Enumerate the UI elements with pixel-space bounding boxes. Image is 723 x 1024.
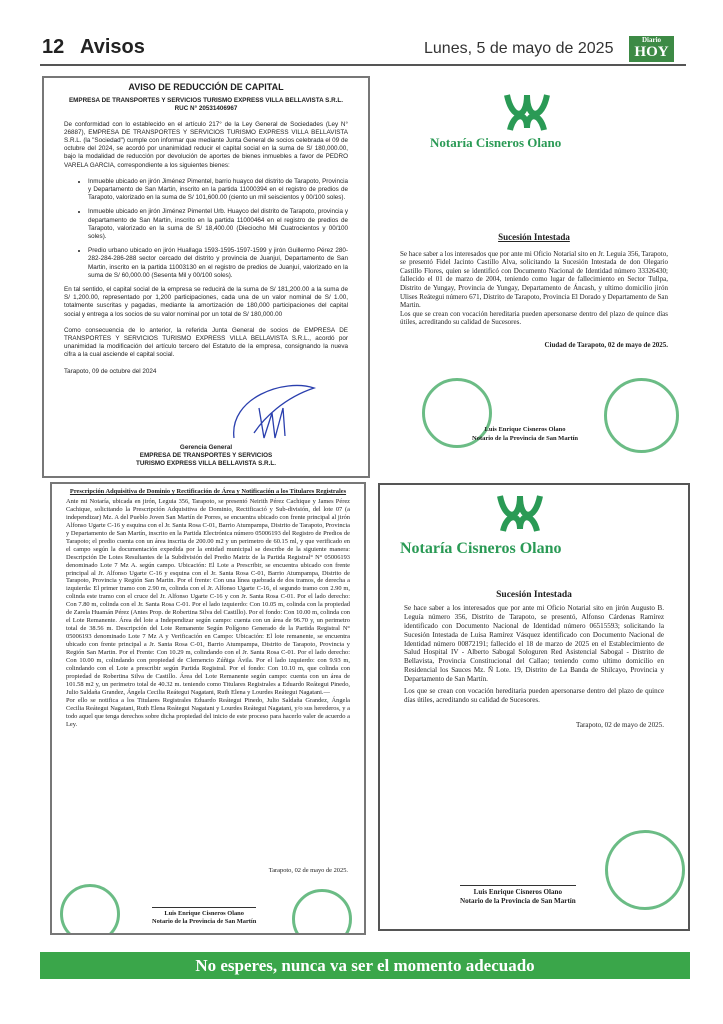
notary-signer: Luis Enrique Cisneros Olano bbox=[473, 888, 563, 896]
notice-paragraph: Ante mi Notaría, ubicada en jirón, Leguia 356, Tarapoto, se presentó Neirith Pérez Cachique y James Pérez Cachique, solicitando la Prescripción Adquisitiva de Dominio, Rectificació y Sub-división, del lote 07 (a independizar) Mz. A del Pueblo Joven San Martín de Porres, se encuentra ubicado con frente principal al jirón Alfonso Ugarte C-16 y esquina con el Jr. Santa Rosa C-01, Barrio Atumpampa, Distrito de Tarapoto, Provincia y Departamento de San Martín, inscrito en la Partida Electrónica número 05006193 del Registro de Predios de Tarapoto; el predio cuenta con un área inscrita de 200.00 m2 y un perimetro de 60.15 ml, y que verificado en el campo según la documentación expedida por la entidad municipal se describe de la siguiente manera: Descripción De Lotes Resultantes de la Subdivisión del Predio Matriz de la Partida Registral° N° 05006193 denominado Lote 7 Mz A. según campo. Ubicación: El Lote a Prescribir, se encuentra ubicado con frente principal al Jr. Alfonso Ugarte C-16 y esquina con el Jr. Santa Rosa C-01, Barrio Atumpampa, Distrito de Tarapoto, Provincia y Región San Martin. Por el frente: Con una línea quebrada de dos tramos, de derecha a izquierda: El primer tramo con 2.90 m, colinda con el Jr. Alfonso Ugarte C-16, el segundo tramo con 2.90 m, colinda este tramo con el cruce del Jr. Alfonso Ugarte C-16 y con Jr. Santa Rosa C-01. Por el lado derecho: Con 7.80 m, colinda con el Jr. Santa Rosa C-01. Por el lado izquierdo: Con 10.05 m, colinda con la propiedad de Zarela Huamán Pérez (Antes Prop. de Robertina Silva del Castillo). Por el fondo: Con 10.00 m, colinda con el Lote Remanente. Área del lote a Independizar según campo: cuenta con un área de 96.70 y, un perimetro total de 38.56 m. Descripción del Lote Remanente Según Polígono Generado de la Partida Registral N° 05006193 denominado Lote 7 Mz A y Verificación en Campo: Ubicación: El lote remanente, se encuentra ubicado con frente principal a Jr. Santa Rosa C-01, Barrio Atumpampa, Distrito de Tarapoto, Provincia y Región San Martin. Por el Frente: Con 10.29 m, colindando con el Jr. Santa Rosa C-01. Por el lado derecho: Con 10.00 m, colindando con propiedad de Clemencio Zúñiga Ávila. Por el lado izquierdo: con 9.93 m, colindando con el Lote a prescribir según Partida Registral. Por el fondo: Con 10.10 m, que colinda con propiedad de Robertina Silva de Castillo. Área del Lote Remanente según campo: cuenta con un área de 101.58 m2 y, un perimetro total de 40.32 m. teniendo como Titulares Registrales a Eduardo Reátegui Pinedo, Julio Saldaña Grandez, Ángela Cecilia Reátegui Nagatani, Ruth Elena y Lourdes Reátegui Nagatani.— bbox=[66, 497, 350, 696]
list-item: • Inmueble ubicado en jirón Jiménez Pimentel, barrio huayco del distrito de Tarapoto, Provincia y Departamento de San Martin, inscrito en la partida 11000394 en el registro de predios de Tarapoto, valorizado en la suma de S/ 101,600.00 (ciento un mil seiscientos y 00/100 soles). bbox=[88, 178, 348, 203]
aviso-property-list bbox=[64, 178, 348, 280]
aviso-reduccion-capital bbox=[42, 76, 370, 478]
notice-paragraph: Los que se crean con vocación hereditaria pueden apersonarse dentro del plazo de quince días útiles, acreditando su calidad de Sucesores. bbox=[400, 309, 668, 327]
notary-seal bbox=[604, 378, 679, 453]
notice-title: Sucesión Intestada bbox=[496, 590, 572, 600]
list-item: • Inmueble ubicado en jirón Jiménez Pimentel Urb. Huayco del distrito de Tarapoto, provincia y departamento de San Martin, inscrito en la partida 11000464 en el registro de predios de Tarapoto, valorizado en la suma de S/ 18,400.00 (Dieciocho Mil Cuatrocientos y 00/100 soles). bbox=[88, 208, 348, 241]
notice-title: Sucesión Intestada bbox=[498, 232, 570, 242]
page-number: 12 bbox=[42, 36, 65, 58]
footer-banner: No esperes, nunca va ser el momento adecuado bbox=[40, 952, 690, 979]
logo-big-text: HOY bbox=[634, 44, 669, 60]
notice-title: Prescripción Adquisitiva de Dominio y Rectificación de Área y Notificación a los Titulares Registrales bbox=[69, 488, 347, 495]
section-title: Avisos bbox=[80, 36, 145, 58]
aviso-ruc: RUC N° 20531406967 bbox=[174, 105, 238, 113]
notary-name: Notaría Cisneros Olano bbox=[400, 540, 562, 557]
notary-seal bbox=[60, 884, 120, 935]
notary-name: Notaría Cisneros Olano bbox=[430, 135, 562, 150]
notary-seal bbox=[292, 889, 352, 935]
notice-paragraph: Los que se crean con vocación hereditaria pueden apersonarse dentro del plazo de quince días útiles, acreditando su calidad de Sucesores. bbox=[404, 687, 664, 704]
aviso-company: EMPRESA DE TRANSPORTES Y SERVICIOS TURISMO EXPRESS VILLA BELLAVISTA S.R.L. bbox=[68, 97, 344, 105]
aviso-paragraph: En tal sentido, el capital social de la empresa se reducirá de la suma de S/ 181,200.00 a la suma de S/ 1,200.00, representado por 1,200 participaciones, cada una de un valor nominal de S/ 1.00, totalmente suscritas y pagadas, mediante la amortización de 180,000 participaciones del capital social y entrega a los socios de su valor nominal por un total de S/ 180,000.00 bbox=[64, 286, 348, 318]
notary-title: Notario de la Provincia de San Martín bbox=[152, 917, 257, 925]
logo-small-text: Diario bbox=[641, 36, 662, 44]
notice-paragraph: Se hace saber a los interesados que por ante mi Oficio Notarial sito en Jr. Leguia 356, Tarapoto, se presentó Fidel Jacinto Castillo Alva, solicitando la Sucesión Intestada de don Olegario Castillo Flores, quien se identificó con Documento Nacional de Identidad número 33326430; fallecido el 01 de marzo de 2004, teniendo como lugar de fallecimiento en Sector Tullpa, Distrito de Yungay, Provincia de Yungay, Departamento de Áncash, y ultimo domicilio jirón Ulises Reátegui número 671, Distrito de Tarapoto, Provincia El Dorado y Departamento de San Martin. bbox=[400, 249, 668, 310]
issue-date: Lunes, 5 de mayo de 2025 bbox=[424, 40, 614, 57]
notice-date: Tarapoto, 02 de mayo de 2025. bbox=[268, 867, 348, 874]
notice-paragraph: Por ello se notifica a los Titulares Registrales Eduardo Reátegui Pinedo, Julio Saldaña Grandez, Ángela Cecilia Reátegui Nagatani, Ruth Elena Reátegui Nagatani y Lourdes Reátegui Nagatani, y/o sus herederos, y a todo aquel que tenga derechos sobre dicha propiedad del inicio de este proceso para hacerlo valer de acuerdo a Ley. bbox=[66, 696, 350, 728]
notary-title: Notario de la Provincia de San Martín bbox=[460, 896, 576, 905]
signature bbox=[224, 378, 324, 453]
notice-paragraph: Se hace saber a los interesados que por ante mi Oficio Notarial sito en jirón Augusto B. Leguía número 356, Distrito de Tarapoto, se presentó, Alfonso Cárdenas Ramírez identificado con Documento Nacional de Identidad número 06515593; solicitando la Sucesión Intestada de Luisa Ramírez Vásquez identificado con Documento Nacional de Identidad número 00872191; fallecido el 18 de marzo de 2025 en el Establecimiento de Salud Hospital IV - Alberto Sabogal Sologuren Red Asistencial Sabogal - Distrito de Bellavista, Provincia Constitucional del Callao; teniendo como ultimo domicilio en Residencial los Sauces Mz. Ñ Lote. 19, Distrito de La Banda de Shilcayo, Provincia y Departamento de San Martín. bbox=[404, 603, 664, 684]
notice-date: Ciudad de Tarapoto, 02 de mayo de 2025. bbox=[544, 340, 668, 349]
prescripcion-notice bbox=[50, 482, 366, 935]
notary-signer: Luis Enrique Cisneros Olano bbox=[164, 910, 244, 917]
list-item: • Predio urbano ubicado en jirón Huallaga 1593-1595-1597-1599 y jirón Guillermo Pérez 280-282-284-286-288 sector cercado del distrito y provincia de Juanjuí, Departamento de San Martin, inscrito en la partida 11003130 en el registro de predios de Juanjuí, valorizado en la suma de S/ 60,000.00 (Sesenta Mil y 00/100 soles). bbox=[88, 247, 348, 280]
aviso-place-date: Tarapoto, 09 de octubre del 2024 bbox=[64, 367, 157, 375]
aviso-title: AVISO DE REDUCCIÓN DE CAPITAL bbox=[128, 82, 284, 92]
sucesion-intestada-notice bbox=[380, 76, 688, 470]
signer-company: EMPRESA DE TRANSPORTES Y SERVICIOS bbox=[139, 452, 273, 460]
notary-title: Notario de la Provincia de San Martín bbox=[472, 434, 579, 442]
aviso-paragraph: Como consecuencia de lo anterior, la referida Junta General de socios de EMPRESA DE TRANSPORTES Y SERVICIOS TURISMO EXPRESS VILLA BELLAVISTA S.R.L., acordó por unanimidad la modificación del artículo tercero del Estatuto de la empresa, consignando la nueva cifra a la cual asciende el capital social. bbox=[64, 326, 348, 359]
notary-signer: Luis Enrique Cisneros Olano bbox=[484, 426, 566, 433]
header-rule bbox=[40, 64, 686, 66]
notary-logo-icon bbox=[502, 90, 552, 132]
diario-hoy-logo[interactable] bbox=[629, 36, 674, 62]
signer-title: Gerencia General bbox=[179, 444, 233, 451]
sucesion-intestada-notice bbox=[378, 483, 690, 931]
aviso-paragraph: De conformidad con lo establecido en el artículo 217° de la Ley General de Sociedades (Ley N° 26887), EMPRESA DE TRANSPORTES Y SERVICIOS TURISMO EXPRESS VILLA BELLAVISTA S.R.L. (la "Sociedad") cumple con informar que mediante Junta General de socios celebrada el 09 de octubre del 2024, se acordó por unanimidad reducir el capital social en la suma de S/ 180,000.00, bajo la modalidad de reducción por devolución de aportes de bienes inmuebles a favor de PEDRO VARELA GARCIA, correspondiente a los siguientes bienes: bbox=[64, 120, 348, 169]
signer-company: TURISMO EXPRESS VILLA BELLAVISTA S.R.L. bbox=[136, 460, 276, 468]
notary-logo-icon bbox=[495, 491, 545, 533]
notary-seal bbox=[605, 830, 685, 910]
notice-date: Tarapoto, 02 de mayo de 2025. bbox=[576, 720, 664, 729]
